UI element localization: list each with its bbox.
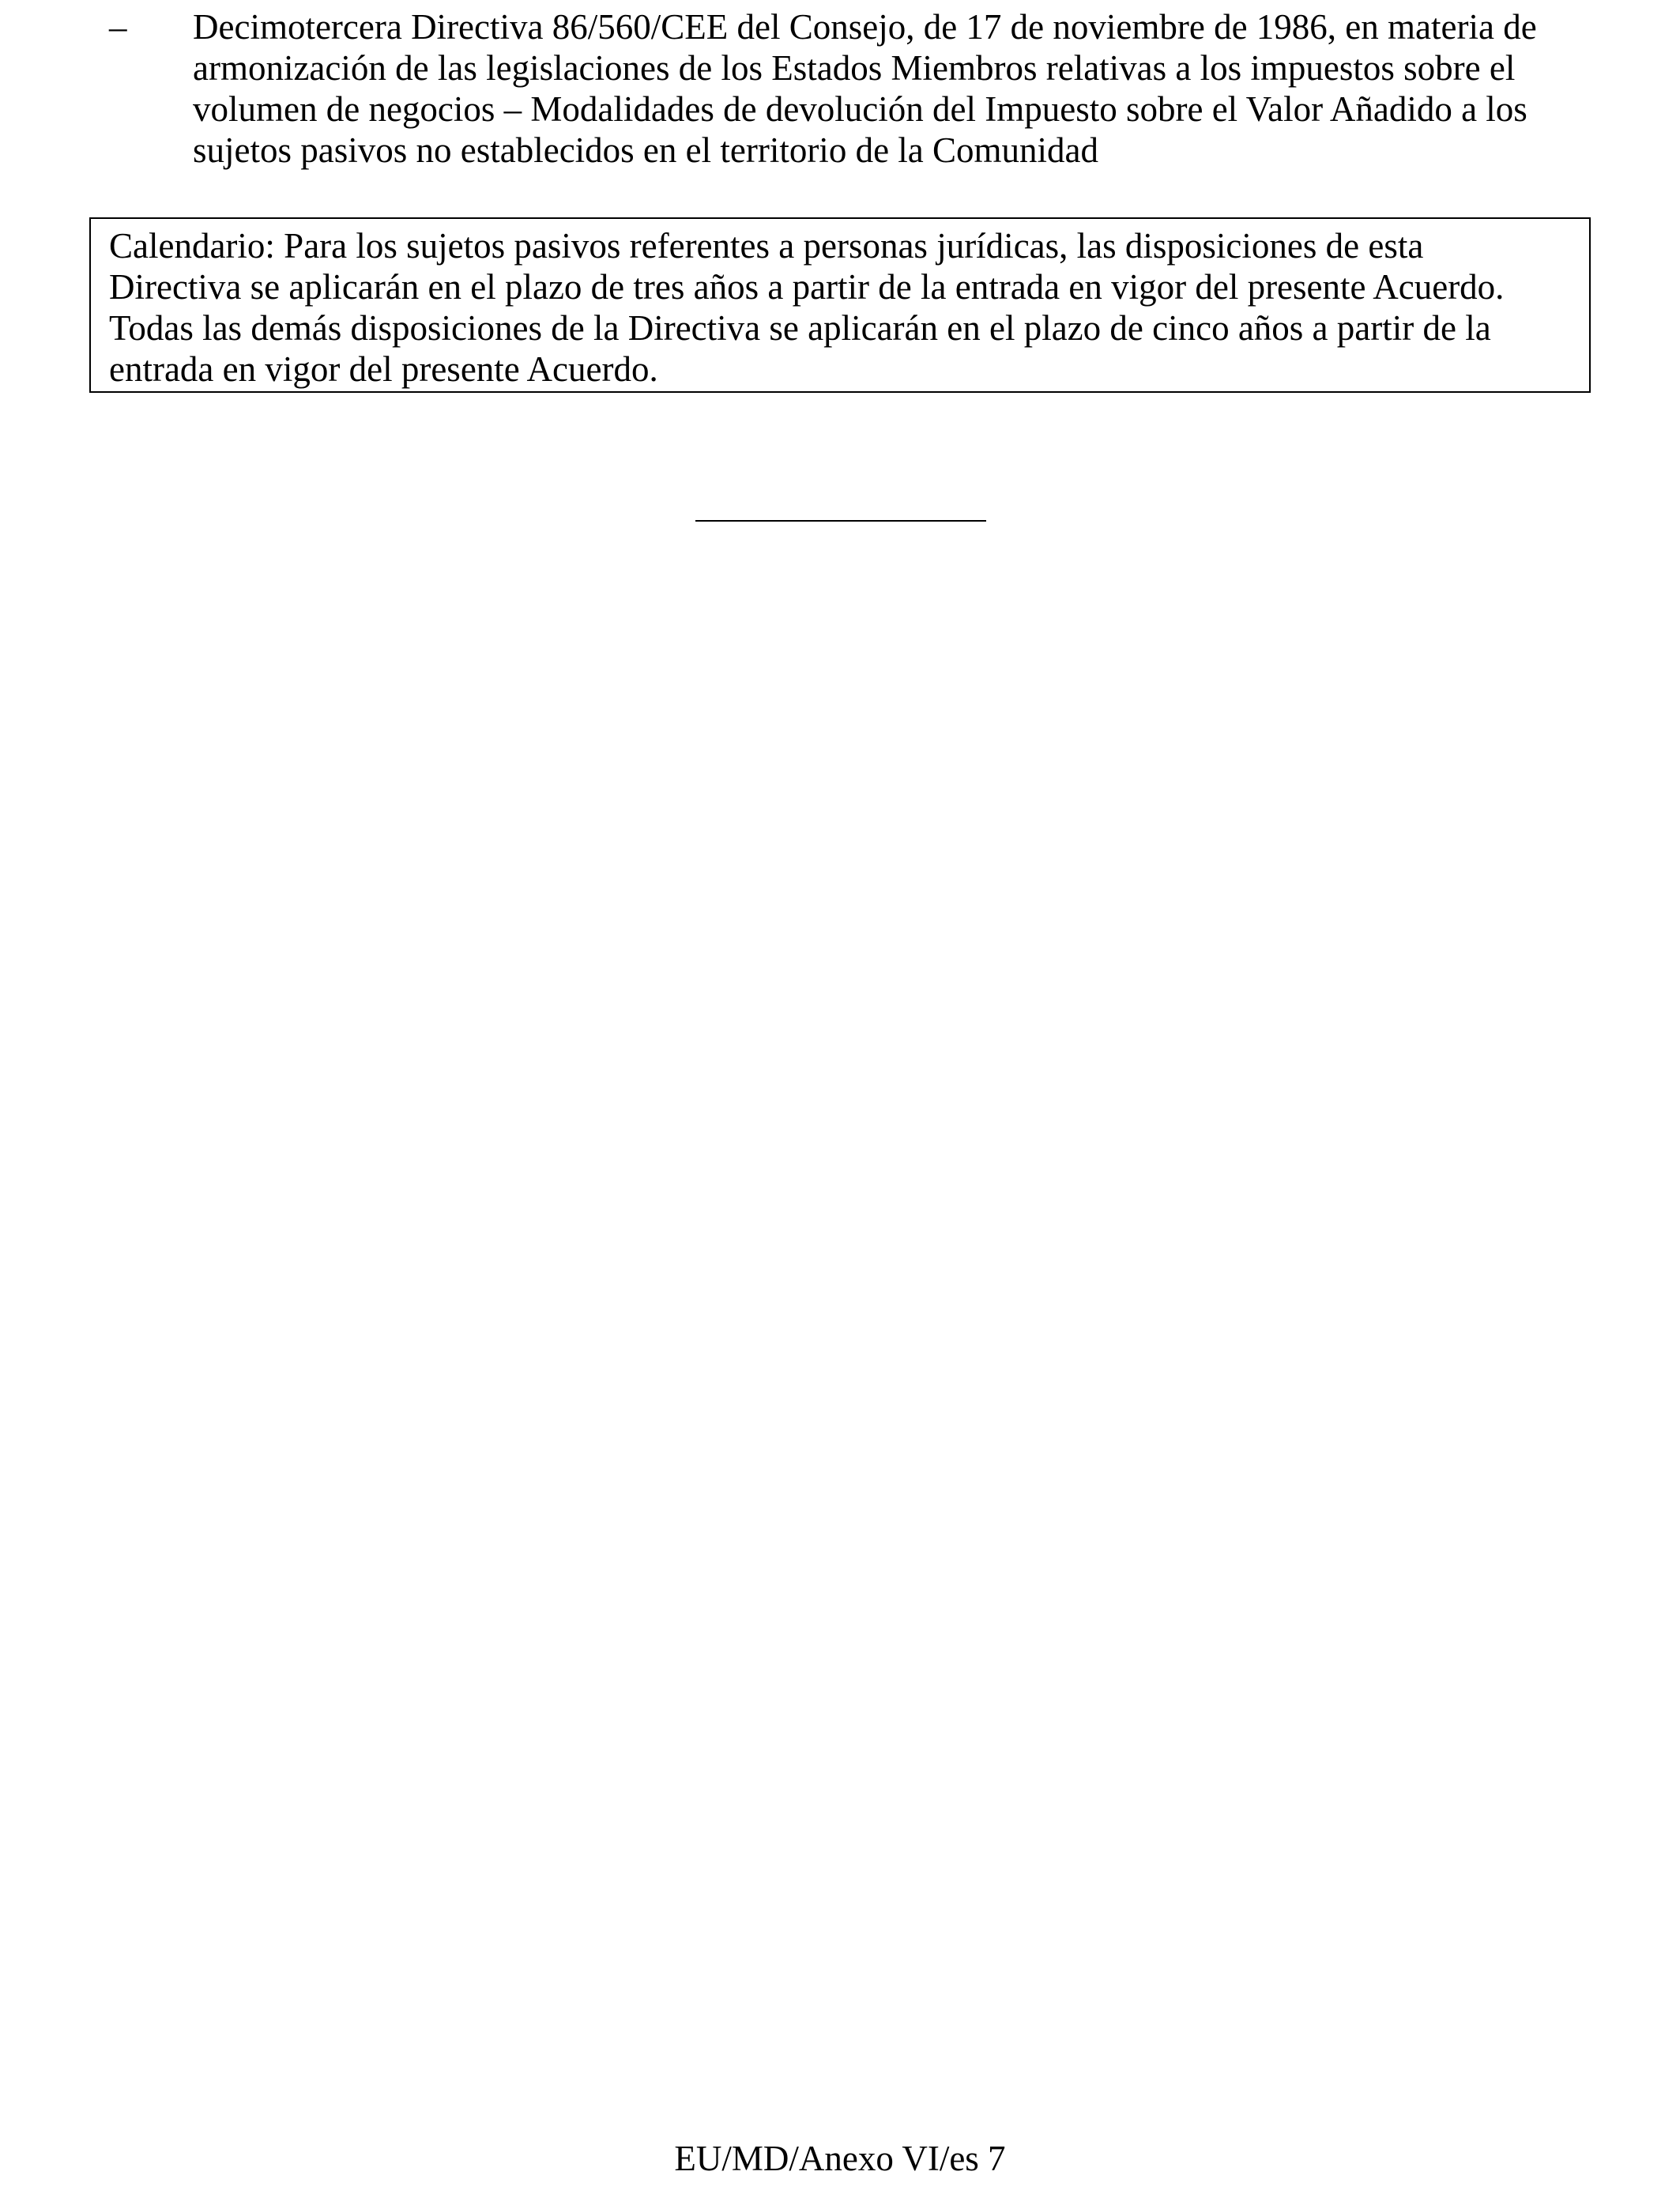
directive-line: Decimotercera Directiva 86/560/CEE del Consejo, de 17 de noviembre de 1986, en materia de	[193, 7, 1537, 47]
section-end-separator	[695, 520, 986, 522]
calendar-line: entrada en vigor del presente Acuerdo.	[109, 349, 658, 389]
directive-list-item	[109, 6, 1610, 171]
directive-line: sujetos pasivos no establecidos en el territorio de la Comunidad	[193, 130, 1099, 170]
calendar-line: Todas las demás disposiciones de la Directiva se aplicarán en el plazo de cinco años a partir de la	[109, 308, 1491, 348]
calendar-box	[89, 217, 1591, 393]
calendar-line: Directiva se aplicarán en el plazo de tres años a partir de la entrada en vigor del presente Acuerdo.	[109, 267, 1505, 307]
list-dash-marker: –	[109, 7, 127, 47]
calendar-line: Calendario: Para los sujetos pasivos referentes a personas jurídicas, las disposiciones de esta	[109, 226, 1424, 266]
directive-text	[193, 6, 1615, 171]
directive-line: volumen de negocios – Modalidades de devolución del Impuesto sobre el Valor Añadido a los	[193, 89, 1527, 129]
page-footer: EU/MD/Anexo VI/es 7	[674, 2139, 1006, 2178]
directive-line: armonización de las legislaciones de los Estados Miembros relativas a los impuestos sobre el	[193, 48, 1516, 88]
